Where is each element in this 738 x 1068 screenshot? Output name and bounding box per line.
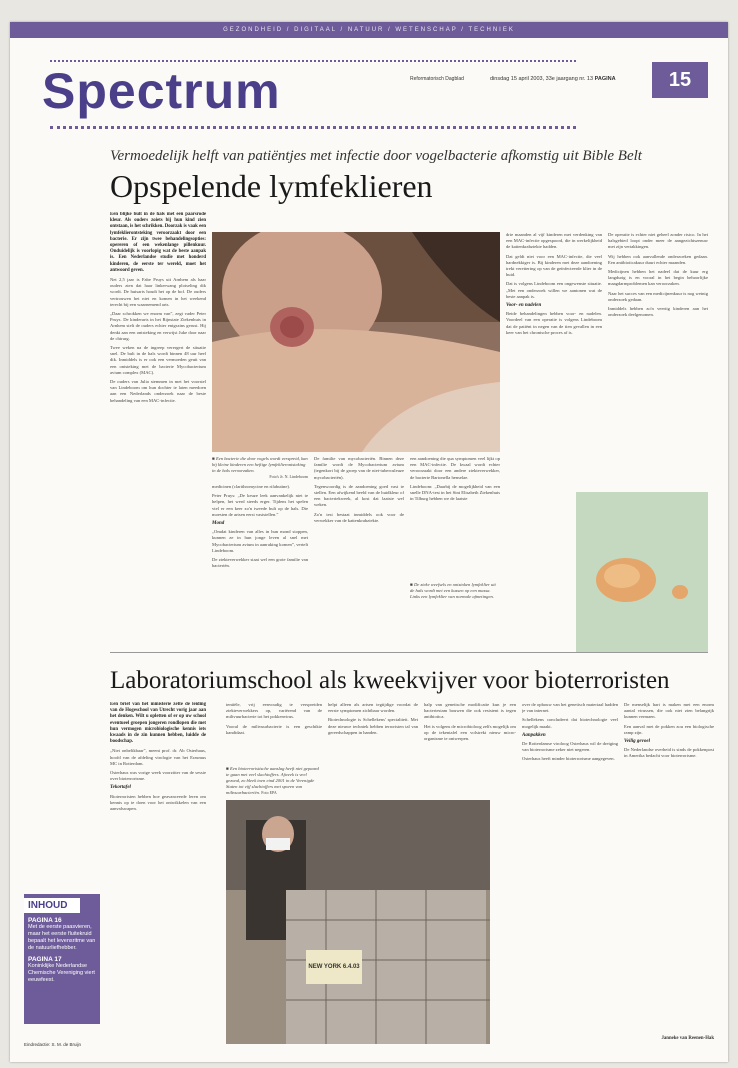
bullet-icon: ■ — [226, 766, 230, 771]
article2-subhead-veilig-gevoel: Veilig gevoel — [624, 739, 650, 745]
publication-name: Reformatorisch Dagblad — [410, 76, 464, 82]
article1-column-3 — [212, 484, 308, 644]
article1-column-5 — [410, 456, 500, 576]
article1-paragraph: Peter Pruys: „De keuze leek aanvankelijk niet te helpen, het werd steeds erger. Tijdens het spelen viel er een keer zo'n tweede bult op de hals. Die moesten de artsen eerst vaststellen.” — [212, 493, 308, 517]
article1-paragraph: De operatie is echter niet geheel zonder risico. In het halsgebied loopt onder meer de aangezichtszenuw met zijn vertakkingen. — [608, 232, 708, 250]
article1-caption-2 — [410, 582, 500, 600]
page-label: PAGINA — [594, 76, 616, 82]
bullet-icon: ■ — [212, 456, 216, 461]
article2-column-6 — [624, 702, 714, 1032]
article2-paragraph: helpt alleen als artsen tegtijdige voordat de eerste symptomen zichtbaar worden. — [328, 702, 418, 714]
lymph-node-illustration — [576, 492, 708, 652]
contents-title: INHOUD — [24, 898, 80, 913]
contents-item-text: Met de eerste paasvieren, maar het eerste fluitekruid bepaalt het levensritme van de natuurliefhebber. — [28, 924, 96, 951]
article1-column-4 — [314, 456, 404, 644]
article1-paragraph: De familie van mycobacteriën. Binnen deze familie wordt de Mycobacterium avium (tegenkort bij de groep van de niet-tuberculeuze mycobacteriën). — [314, 456, 404, 480]
editorial-credit: Eindredactie: S. M. de Bruijn — [24, 1042, 82, 1047]
article2-paragraph: Biotechnologie is Schellekens' specialiteit. Met deze nieuwe techniek hebben terroristen tal van gereedschappen in handen. — [328, 717, 418, 735]
dateline — [490, 76, 616, 82]
article2-photo-mailroom — [226, 800, 490, 1044]
article1-paragraph: Zo'n test bestaat inmiddels ook voor de verwekker van de kattenkrabziekte. — [314, 511, 404, 523]
article2-paragraph: „Niet onbelikbaar”, meent prof. dr. Ab Osterhaus, hoofd van de afdeling virologie van het Erasmus MC in Rotterdam. — [110, 748, 206, 766]
mail-sign: NEW YORK 6.4.03 — [308, 964, 360, 970]
article1-paragraph: een aandoening die qua symptomen veel lijkt op een MAC-infectie. De kwaal wordt echter veroorzaakt door een andere ziekteverwekker, de bacterie Bartonella henselae. — [410, 456, 500, 480]
article2-paragraph: De menselijk hart is maken met een enorm aantal virussen, die ook niet zien belangrijk kunnen vermaen. — [624, 702, 714, 720]
article2-byline: Janneke van Reenen-Hak — [661, 1036, 714, 1041]
contents-item-text: Koninklijke Nederlandse Chemische Vereniging viert eeuwfeest. — [28, 963, 95, 983]
article1-paragraph: drie maanden al vijf kinderen met verdenking van een MAC-infectie opgespoord, die in werkelijkheid de kattenkrabziekte hadden. — [506, 232, 602, 250]
contents-box — [24, 894, 100, 1024]
contents-item[interactable] — [24, 913, 100, 952]
article2-column-5 — [522, 702, 618, 1042]
article2-intro: Een brief van het ministerie zette de leiding van de Hogeschool van Utrecht vorig jaar aan het denken. Wilt u opletten of er op uw school eventueel groepen jongeren rondlopen die met hun vermogen microbiologische kennis iets kwaads in de zin kunnen hebben, luidde de boodschap. — [110, 702, 206, 745]
article1-subhead-voor-nadelen: Voor- en nadelen — [506, 303, 542, 309]
article1-paragraph: Inmiddels hebben zo'n veertig kinderen aan het onderzoek deelgenomen. — [608, 306, 708, 318]
article2-paragraph: Osterhaus was vorige week voorzitter van de sessie over bioterrorisme. — [110, 770, 206, 782]
bullet-icon: ■ — [410, 582, 414, 587]
article1-photo-neck — [212, 232, 500, 452]
article2-paragraph: Vooral de miltvuurbacterie is een geschikte kandidaat. — [226, 723, 322, 735]
article1-paragraph: Beide behandelingen hebben voor- en nadelen. Voordeel van een operatie is volgens Lindeboom dat de patiënt in negen van de tien gevallen in een keer van het chronische proces af is. — [506, 311, 602, 335]
article1-paragraph: „Daar schrokken we enorm van”, zegt vader Peter Pruys. De kinderarts in het Rijnstate Ziekenhuis in Arnhem stelt de ouders echter enigszins gerust. Hij denkt aan een ontsteking en verwijst Juke door naar de chirurg. — [110, 311, 206, 341]
section-bar: GEZONDHEID / DIGITAAL / NATUUR / WETENSCHAP / TECHNIEK — [10, 22, 728, 38]
article1-photo-lymph-node — [576, 492, 708, 652]
article1-paragraph: „Omdat kinderen van alles in hun mond stoppen, kunnen ze in hun jonge leven al snel met Mycobacterium avium in aanraking komen”, vertelt Lindeboom. — [212, 529, 308, 553]
article2-subhead-aanpakken: Aanpakken — [522, 732, 546, 738]
article2-photo-caption — [226, 766, 322, 796]
article1-paragraph: Tegenwoordig is de aandoening goed vast te stellen. Een afwijkend beeld van de huidkleur of een bacteriekweek, al kost dat laatste wel weken. — [314, 483, 404, 508]
neck-photo-illustration — [212, 232, 500, 452]
article1-paragraph: Dat is volgens Lindeboom een ongewenste situatie. „Met een onderzoek willen we aantonen wat de beste aanpak is. — [506, 281, 602, 299]
masthead-rule-top — [50, 60, 576, 62]
newspaper-page — [10, 22, 728, 1062]
article2-paragraph: Schellekens concludeert dat biotechnologie veel mogelijk maakt. — [522, 717, 618, 729]
issue-date: dinsdag 15 april 2003, 33e jaargang nr. 13 — [490, 76, 594, 82]
article2-photo-credit: Foto EPA — [261, 790, 277, 795]
article2-column-1 — [110, 702, 206, 1042]
article2-headline: Laboratoriumschool als kweekvijver voor bioterroristen — [110, 667, 670, 694]
masthead-rule-bottom — [50, 126, 576, 129]
article1-paragraph: Medicijnen hebben het nadeel dat de kuur erg langdurig is en vooral in het begin behoorlijke maagdarmproblemen kan veroorzaken. — [608, 269, 708, 287]
article2-paragraph: De Nederlandse overheid is sinds de pokkenpost in Amerika bedacht voor bioterrorisme. — [624, 747, 714, 759]
article1-paragraph: Naar het succes van een medicijnenkuur is nog weinig onderzoek gedaan. — [608, 290, 708, 302]
article2-caption-text: Een bioterroristische aanslag heeft niet gepaard te gaan met veel slachtoffers. Afweek is veel gezond, zo bleek toen eind 2001 in de Verenigde Staten tot vijf slachtoffers met sporen van miltvuurbacteriën. — [226, 766, 319, 795]
article1-paragraph: Net 2,5 jaar is Fabe Pruys uit Arnhem als haar ouders zien dat haar linkerwang plotseling dik wordt. De huisarts houdt het op de bof. De ouders vertrouwen het niet en komen in het weekend terecht bij een waarnemend arts. — [110, 277, 206, 307]
article1-photo-credit: Foto's Jr. N. Lindeboom — [269, 474, 308, 479]
article1-intro: Een blijke bult in de hals met een paarsrode kleur. Als ouders zoiets bij hun kind zien ontstaan, is het schrikken. Doorzak is vaak een lymfeklierontsteking veroorzaakt door een bacterie. Er zijn twee behandelingsopties: opereren of een wekenlange pillenkuur. Onduidelijk is voorlopig wat de beste aanpak is. Een Nederlandse studie met honderd kinderen, de eerste ter wereld, moet het antwoord geven. — [110, 212, 206, 273]
article1-paragraph: Wij hebben ook aanvullende onderzoeken gedaan. Een antibioticakuur duurt echter maanden. — [608, 253, 708, 265]
article1-column-7 — [608, 232, 708, 487]
article1-paragraph: Twee weken na de ingreep verergert de situatie snel. De bult in de hals wordt binnen 48 uur heel dik. Inmiddels is er ook een vermoeden geuit van een ontsteking met de bacterie Mycobacterium avium complex (MAC). — [110, 345, 206, 375]
article2-paragraph: Het is volgens de microbioloog zelfs mogelijk om op de tekentafel een volstrekt nieuw micro-organisme te ontwerpen. — [424, 723, 516, 742]
article1-caption-text: Een bacterie die door vogels wordt verspreid, kan bij kleine kinderen een heftige lymfeklierontsteking in de hals veroorzaken. — [212, 456, 308, 473]
article2-paragraph: halp van genetische modificatie kun je een bacteriestam bouwen die ook resistent is tegen antibiotica. — [424, 702, 516, 720]
article1-paragraph: De ouders van Julia stemmen in met het voorstel van Lindeboom om hun dochter te laten meedoen aan een Nederlands onderzoek naar de beste behandeling van een MAC-infectie. — [110, 379, 206, 403]
article1-caption-2-text: De zieke weefsels en ontstoken lymfeklier uit de hals wordt met een kussen op een massa. Links een lymfeklier van normale afmetingen. — [410, 582, 496, 599]
article1-kicker: Vermoedelijk helft van patiëntjes met infectie door vogelbacterie afkomstig uit Bible Belt — [110, 148, 642, 164]
article1-photo-caption — [212, 456, 308, 480]
page-number: 15 — [652, 62, 708, 98]
article2-paragraph: Osterhaus heeft minder bioterrorisme aangegeven. — [522, 756, 615, 762]
contents-item-page: PAGINA 17 — [28, 956, 62, 963]
article2-paragraph: Een aanval met de pokken zou een biologische ramp zijn. — [624, 723, 714, 735]
article2-paragraph: over de opbouw van het genetisch materiaal hadden je van internet. — [522, 702, 618, 714]
article1-paragraph: Lindeboom: „Daarbij de mogelijkheid van een snelle DNA-test in het Sint Elisabeth Ziekenhuis in Tilburg hebben we de laatste — [410, 483, 500, 502]
article2-subhead-tekortafel: Tekortafel — [110, 785, 131, 791]
article1-column-6 — [506, 232, 602, 487]
article1-column-1 — [110, 212, 206, 642]
article2-column-2 — [226, 702, 322, 764]
contents-item-page: PAGINA 16 — [28, 917, 62, 924]
article2-column-3 — [328, 702, 418, 797]
masthead-title: Spectrum — [42, 63, 281, 119]
article1-paragraph: Dat geldt niet voor een MAC-infectie, die veel hardnekkiger is. Bij kinderen met deze aandoening trekt verettering op van de geïnfecteerde klier in de huid. — [506, 253, 602, 278]
article1-paragraph: De ziekteverwekker staat wel een grote familie van bacteriën. — [212, 557, 308, 569]
article2-paragraph: De Rotterdamse viroloog Osterhaus wil de dreiging van bioterrorisme zeker niet negeren. — [522, 741, 618, 753]
article1-paragraph: medicinen (clarithromycine en rifabutine). — [212, 484, 291, 489]
article2-paragraph: Bioterroristen hebben hoe geavanceerde leren om kennis op te doen voor het ontwikkelen van een aanvalswapen. — [110, 793, 206, 812]
mailroom-photo-illustration — [226, 800, 490, 1044]
article1-subhead-mond: Mond — [212, 521, 225, 527]
article2-paragraph: tentiële, vrij eenvoudig te verspreiden ziekteverwekkers op, variërend van de miltvuurbacterie tot het pokkenvirus. — [226, 702, 322, 720]
article1-headline: Opspelende lymfeklieren — [110, 168, 433, 204]
section-divider — [110, 652, 708, 653]
contents-item[interactable] — [24, 952, 100, 984]
